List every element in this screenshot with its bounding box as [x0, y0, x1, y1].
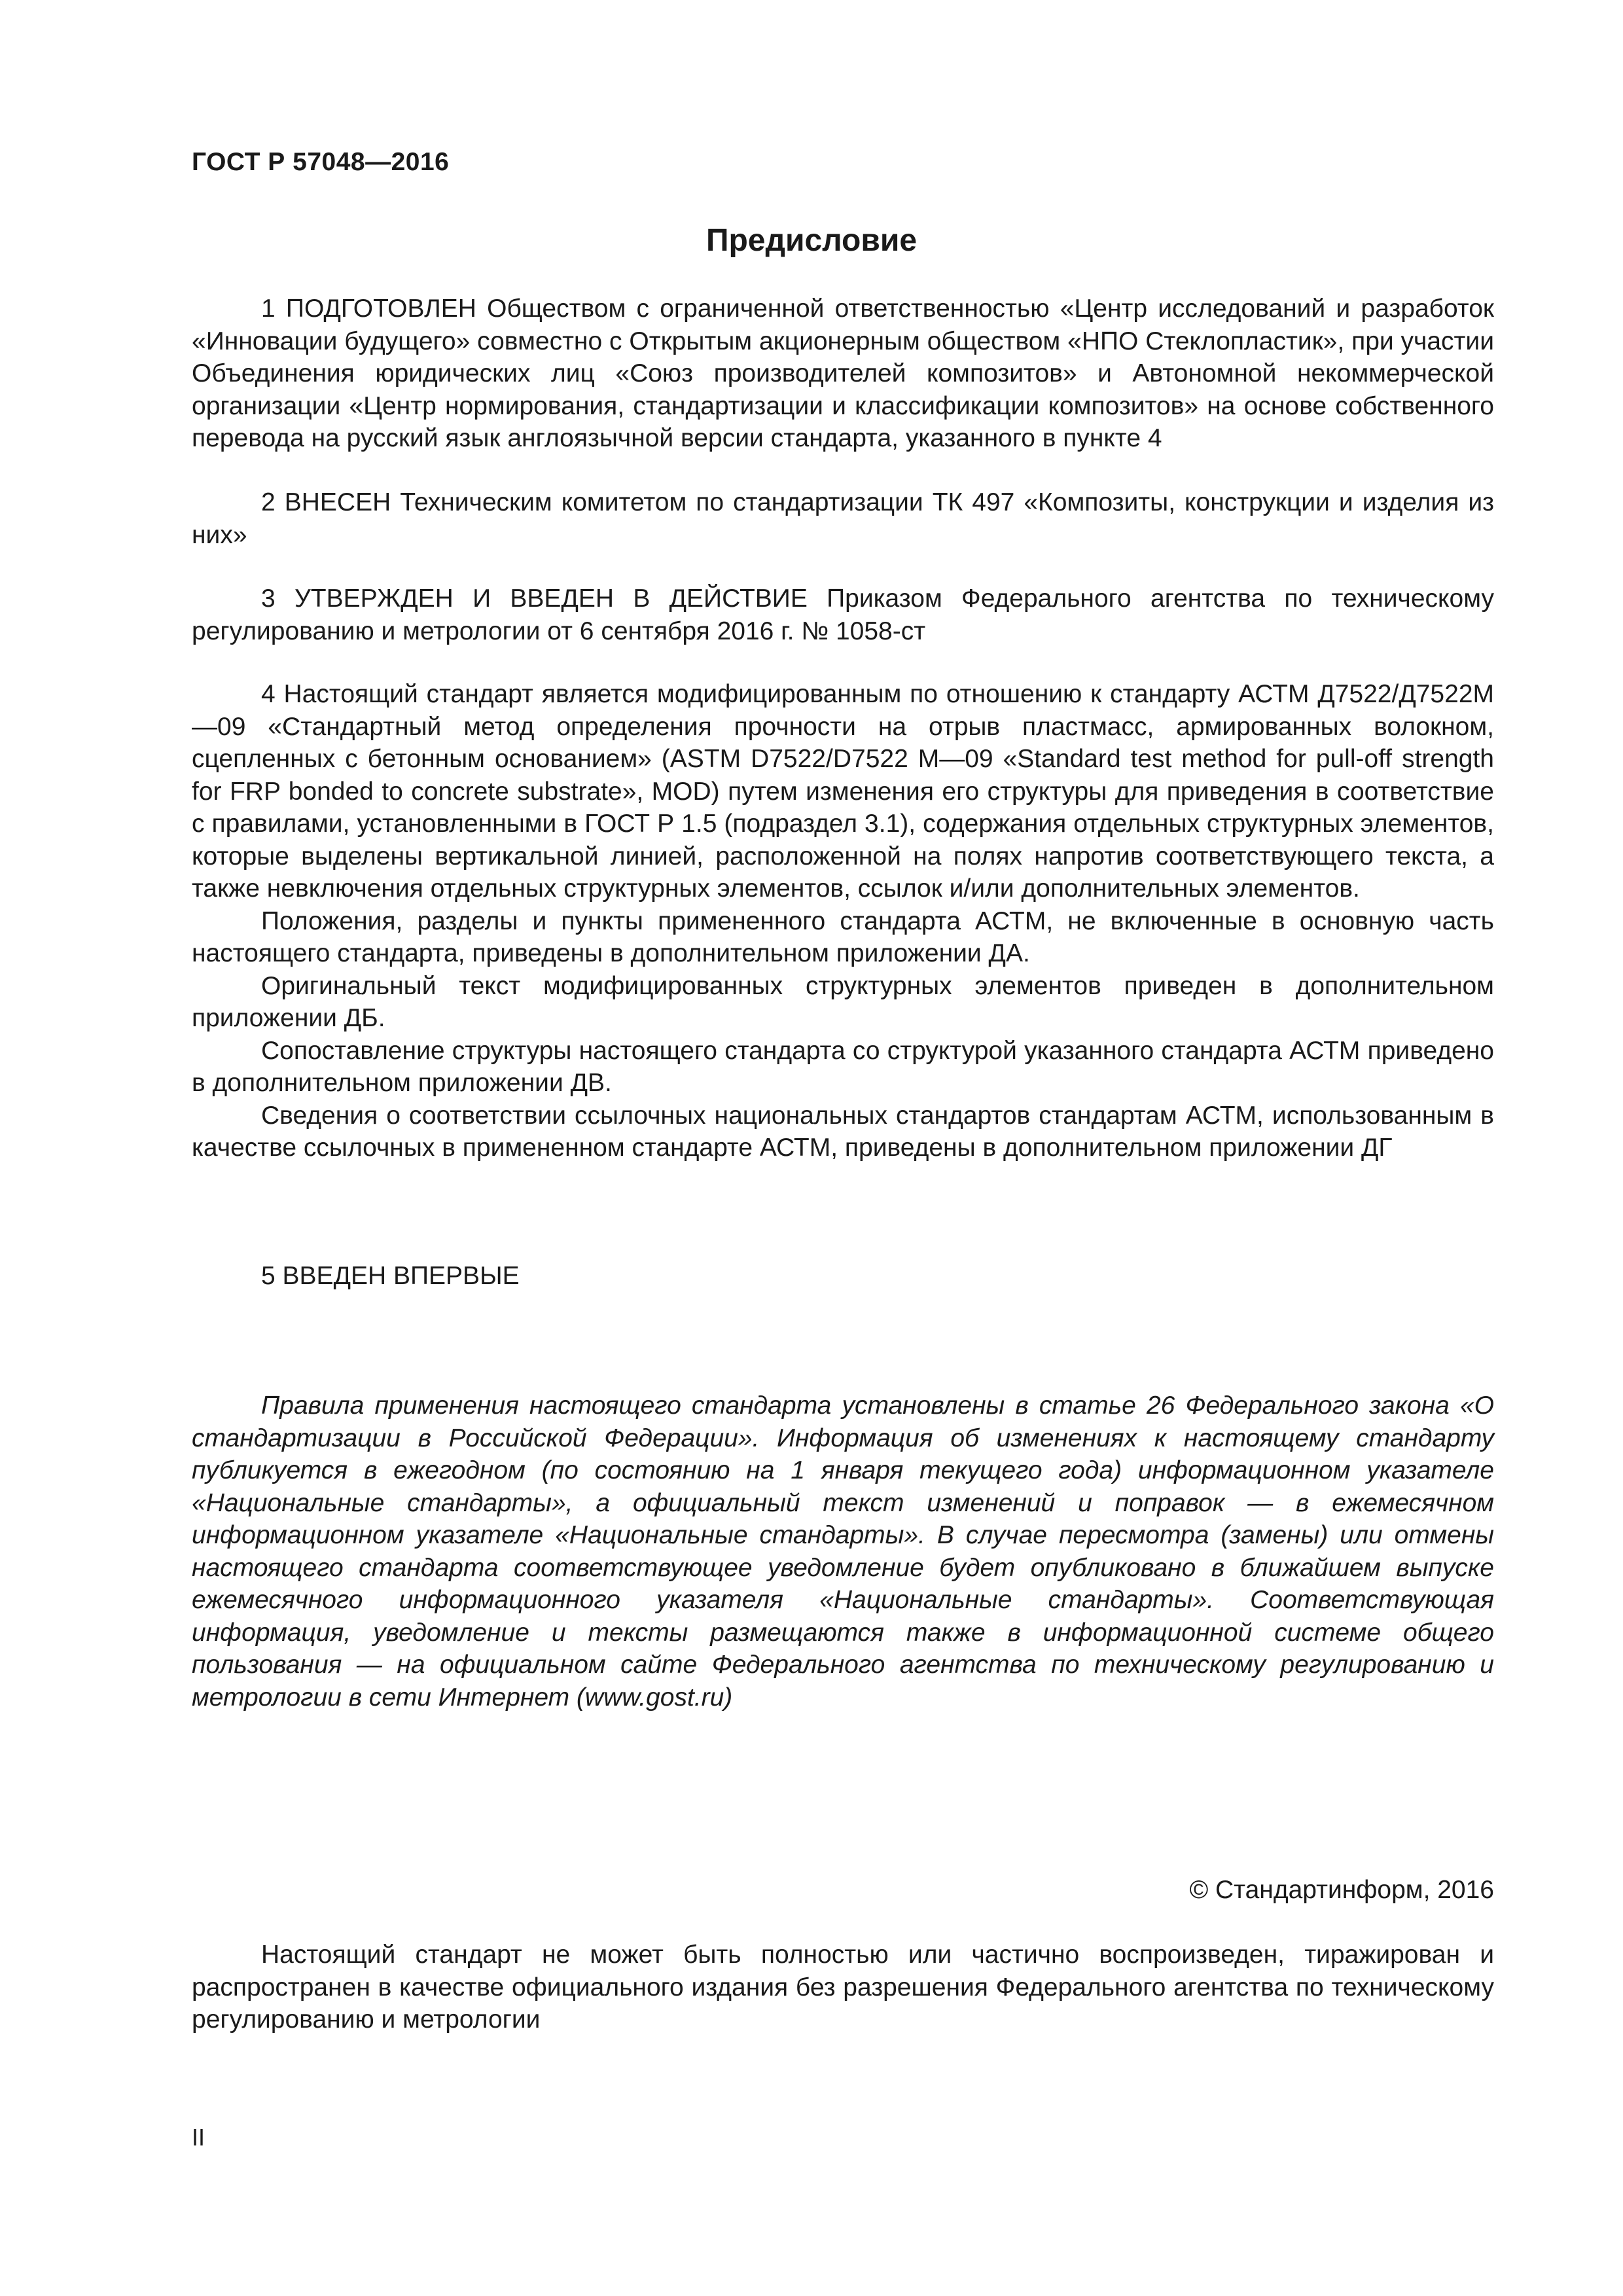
item-4-para-4: Сопоставление структуры настоящего стандарта со структурой указанного стандарта АСТМ приведено в дополнительном приложении ДВ.	[192, 1036, 1494, 1097]
item-4-text: 4 Настоящий стандарт является модифицированным по отношению к стандарту АСТМ Д7522/Д7522М—09 «Стандартный метод определения прочности на отрыв пластмасс, армированных волокном, сцепленных с бетонным основанием» (ASTM D7522/D7522 M—09 «Standard test method for pull-off strength for FRP bonded to concrete substrate», MOD) путем изменения его структуры для приведения в соответствие с правилами, установленными в ГОСТ Р 1.5 (подраздел 3.1), содержания отдельных структурных элементов, которые выделены вертикальной линией, расположенной на полях напротив соответствующего текста, а также невключения отдельных структурных элементов, ссылок и/или дополнительных элементов.	[192, 680, 1494, 903]
item-4-para-3: Оригинальный текст модифицированных структурных элементов приведен в дополнительном приложении ДБ.	[192, 971, 1494, 1032]
item-4-para-2: Положения, разделы и пункты примененного стандарта АСТМ, не включенные в основную часть настоящего стандарта, приведены в дополнительном приложении ДА.	[192, 906, 1494, 967]
item-4-para-5: Сведения о соответствии ссылочных национальных стандартов стандартам АСТМ, использованным в качестве ссылочных в примененном стандарте АСТМ, приведены в дополнительном приложении ДГ	[192, 1101, 1494, 1162]
reproduction-notice-text: Настоящий стандарт не может быть полностью или частично воспроизведен, тиражирован и распространен в качестве официального издания без разрешения Федерального агентства по техническому регулированию и метрологии	[192, 1941, 1494, 2034]
item-1-text: 1 ПОДГОТОВЛЕН Обществом с ограниченной ответственностью «Центр исследований и разработок «Инновации будущего» совместно с Открытым акционерным обществом «НПО Стеклопластик», при участии Объединения юридических лиц «Союз производителей композитов» и Автономной некоммерческой организации «Центр нормирования, стандартизации и классификации композитов» на основе собственного перевода на русский язык англоязычной версии стандарта, указанного в пункте 4	[192, 295, 1494, 452]
rules-notice	[192, 1390, 1494, 1713]
document-code: ГОСТ Р 57048—2016	[192, 148, 450, 176]
reproduction-notice	[192, 1939, 1494, 2036]
copyright: © Стандартинформ, 2016	[1189, 1876, 1494, 1904]
item-1	[192, 293, 1494, 455]
page-title: Предисловие	[705, 223, 918, 258]
item-2-text: 2 ВНЕСЕН Техническим комитетом по стандартизации ТК 497 «Композиты, конструкции и изделия из них»	[192, 488, 1494, 549]
item-5	[192, 1260, 1494, 1293]
item-4	[192, 678, 1494, 1164]
item-2	[192, 486, 1494, 551]
item-3-text: 3 УТВЕРЖДЕН И ВВЕДЕН В ДЕЙСТВИЕ Приказом Федерального агентства по техническому регулированию и метрологии от 6 сентября 2016 г. № 1058-ст	[192, 584, 1494, 645]
rules-notice-text: Правила применения настоящего стандарта установлены в статье 26 Федерального закона «О стандартизации в Российской Федерации». Информация об изменениях к настоящему стандарту публикуется в ежегодном (по состоянию на 1 января текущего года) информационном указателе «Национальные стандарты», а официальный текст изменений и поправок — в ежемесячном информационном указателе «Национальные стандарты». В случае пересмотра (замены) или отмены настоящего стандарта соответствующее уведомление будет опубликовано в ближайшем выпуске ежемесячного информационного указателя «Национальные стандарты». Соответствующая информация, уведомление и тексты размещаются также в информационной системе общего пользования — на официальном сайте Федерального агентства по техническому регулированию и метрологии в сети Интернет (www.gost.ru)	[192, 1391, 1494, 1712]
item-5-text: 5 ВВЕДЕН ВПЕРВЫЕ	[261, 1262, 520, 1290]
item-3	[192, 583, 1494, 647]
page-number: II	[192, 2124, 205, 2151]
